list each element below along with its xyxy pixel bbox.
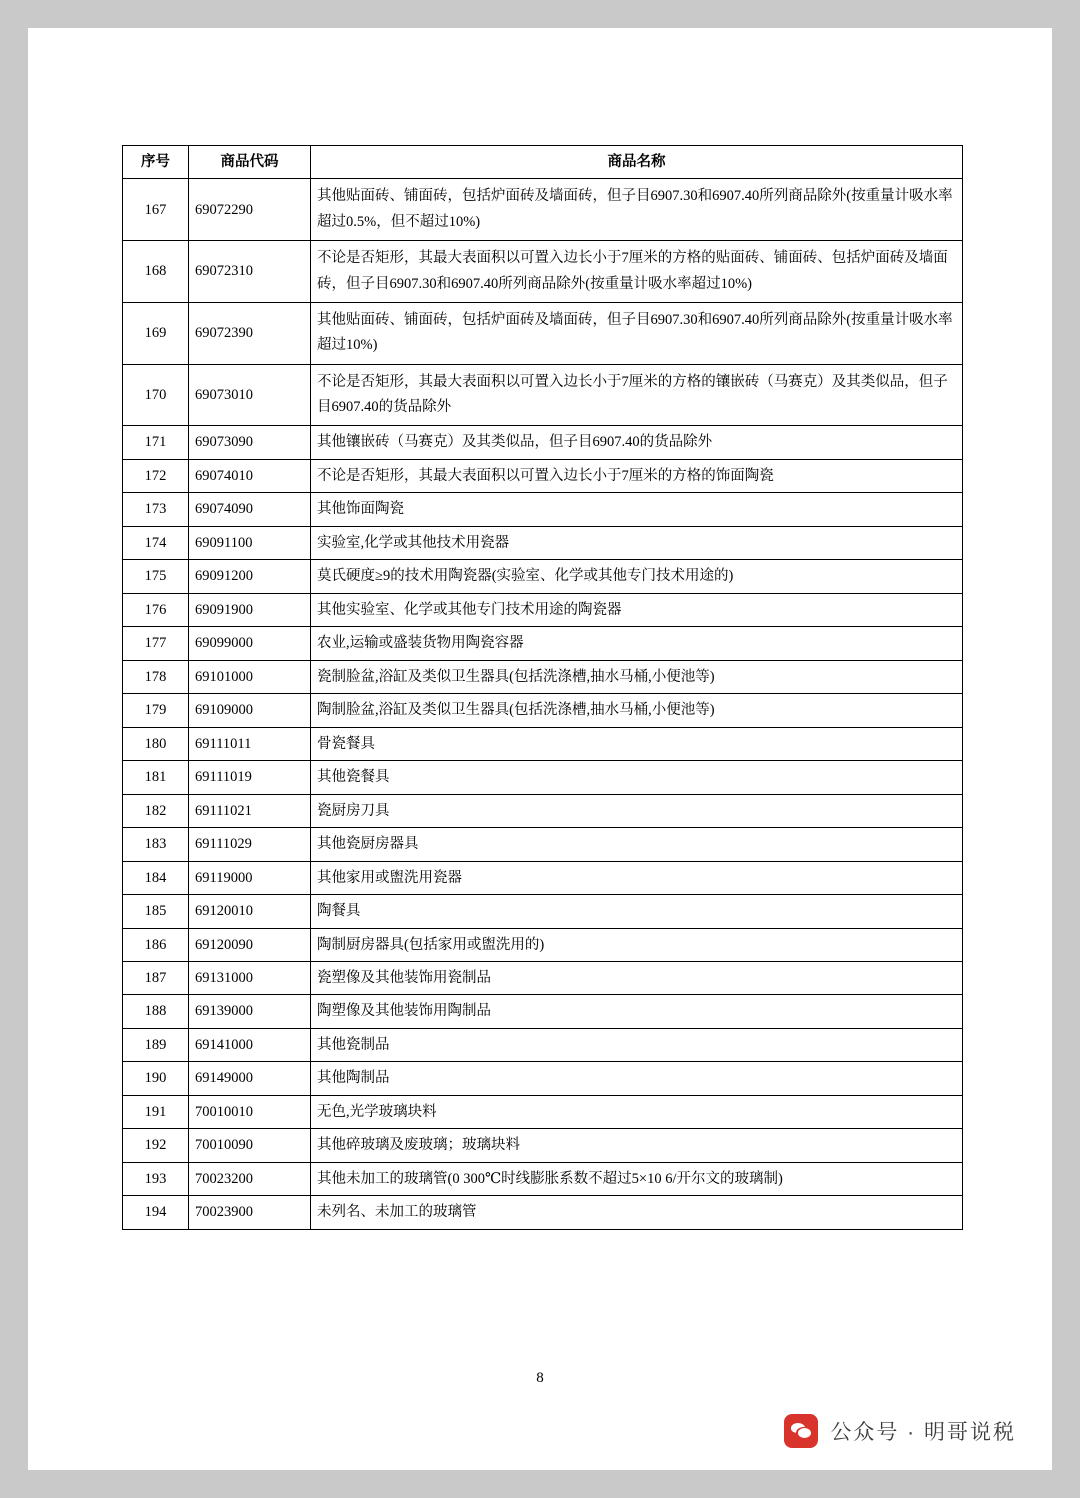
cell-commodity-name: 陶塑像及其他装饰用陶制品 xyxy=(311,995,963,1028)
cell-sequence: 193 xyxy=(123,1162,189,1195)
cell-commodity-code: 69141000 xyxy=(189,1028,311,1061)
cell-sequence: 188 xyxy=(123,995,189,1028)
cell-commodity-code: 69149000 xyxy=(189,1062,311,1095)
table-row xyxy=(123,1028,963,1061)
cell-commodity-name: 其他饰面陶瓷 xyxy=(311,493,963,526)
cell-commodity-name: 其他实验室、化学或其他专门技术用途的陶瓷器 xyxy=(311,593,963,626)
cell-sequence: 168 xyxy=(123,241,189,303)
table-row xyxy=(123,493,963,526)
commodity-code-table xyxy=(122,145,963,1230)
cell-commodity-code: 70010010 xyxy=(189,1095,311,1128)
cell-commodity-code: 69091900 xyxy=(189,593,311,626)
table-row xyxy=(123,179,963,241)
cell-sequence: 177 xyxy=(123,627,189,660)
table-row xyxy=(123,560,963,593)
cell-commodity-name: 农业,运输或盛装货物用陶瓷容器 xyxy=(311,627,963,660)
cell-commodity-name: 瓷塑像及其他装饰用瓷制品 xyxy=(311,961,963,994)
cell-sequence: 184 xyxy=(123,861,189,894)
cell-commodity-code: 69072390 xyxy=(189,302,311,364)
cell-commodity-code: 69119000 xyxy=(189,861,311,894)
cell-commodity-code: 70023900 xyxy=(189,1196,311,1229)
wechat-icon xyxy=(784,1414,818,1448)
cell-commodity-name: 其他未加工的玻璃管(0 300℃时线膨胀系数不超过5×10 6/开尔文的玻璃制) xyxy=(311,1162,963,1195)
cell-sequence: 173 xyxy=(123,493,189,526)
cell-commodity-code: 69074090 xyxy=(189,493,311,526)
cell-sequence: 179 xyxy=(123,694,189,727)
cell-commodity-name: 无色,光学玻璃块料 xyxy=(311,1095,963,1128)
cell-commodity-code: 70010090 xyxy=(189,1129,311,1162)
cell-commodity-code: 69111019 xyxy=(189,761,311,794)
column-header-commodity-name: 商品名称 xyxy=(311,146,963,179)
table-row xyxy=(123,1095,963,1128)
cell-sequence: 189 xyxy=(123,1028,189,1061)
cell-sequence: 192 xyxy=(123,1129,189,1162)
cell-commodity-code: 69131000 xyxy=(189,961,311,994)
cell-commodity-name: 瓷厨房刀具 xyxy=(311,794,963,827)
cell-sequence: 170 xyxy=(123,364,189,426)
cell-commodity-code: 69109000 xyxy=(189,694,311,727)
cell-commodity-name: 其他瓷厨房器具 xyxy=(311,828,963,861)
table-row xyxy=(123,1196,963,1229)
cell-sequence: 190 xyxy=(123,1062,189,1095)
table-row xyxy=(123,660,963,693)
table-header xyxy=(123,146,963,179)
cell-commodity-name: 其他镶嵌砖（马赛克）及其类似品，但子目6907.40的货品除外 xyxy=(311,426,963,459)
cell-sequence: 176 xyxy=(123,593,189,626)
cell-commodity-code: 69120090 xyxy=(189,928,311,961)
cell-sequence: 178 xyxy=(123,660,189,693)
document-page xyxy=(28,28,1052,1470)
cell-commodity-name: 实验室,化学或其他技术用瓷器 xyxy=(311,526,963,559)
cell-commodity-code: 69111011 xyxy=(189,727,311,760)
cell-commodity-code: 69073090 xyxy=(189,426,311,459)
cell-commodity-code: 69091100 xyxy=(189,526,311,559)
cell-sequence: 181 xyxy=(123,761,189,794)
cell-commodity-name: 其他陶制品 xyxy=(311,1062,963,1095)
table-row xyxy=(123,459,963,492)
cell-sequence: 187 xyxy=(123,961,189,994)
table-row xyxy=(123,627,963,660)
table-row xyxy=(123,1062,963,1095)
commodity-table-container xyxy=(122,145,962,1230)
cell-sequence: 186 xyxy=(123,928,189,961)
table-row xyxy=(123,526,963,559)
table-row xyxy=(123,593,963,626)
cell-sequence: 182 xyxy=(123,794,189,827)
cell-sequence: 175 xyxy=(123,560,189,593)
cell-commodity-name: 其他碎玻璃及废玻璃；玻璃块料 xyxy=(311,1129,963,1162)
cell-sequence: 171 xyxy=(123,426,189,459)
cell-commodity-code: 69072290 xyxy=(189,179,311,241)
page-number: 8 xyxy=(536,1370,544,1386)
cell-commodity-name: 陶制脸盆,浴缸及类似卫生器具(包括洗涤槽,抽水马桶,小便池等) xyxy=(311,694,963,727)
table-row xyxy=(123,828,963,861)
cell-commodity-code: 69111029 xyxy=(189,828,311,861)
footer-brand xyxy=(784,1414,1016,1448)
table-row xyxy=(123,241,963,303)
cell-commodity-name: 不论是否矩形，其最大表面积以可置入边长小于7厘米的方格的贴面砖、铺面砖、包括炉面砖及墙面砖，但子目6907.30和6907.40所列商品除外(按重量计吸水率超过10%) xyxy=(311,241,963,303)
cell-sequence: 191 xyxy=(123,1095,189,1128)
cell-commodity-name: 不论是否矩形，其最大表面积以可置入边长小于7厘米的方格的饰面陶瓷 xyxy=(311,459,963,492)
cell-commodity-code: 69073010 xyxy=(189,364,311,426)
table-row xyxy=(123,928,963,961)
cell-sequence: 172 xyxy=(123,459,189,492)
table-row xyxy=(123,302,963,364)
table-row xyxy=(123,794,963,827)
cell-commodity-name: 陶餐具 xyxy=(311,895,963,928)
table-row xyxy=(123,1162,963,1195)
table-row xyxy=(123,727,963,760)
table-row xyxy=(123,961,963,994)
table-row xyxy=(123,761,963,794)
cell-commodity-name: 其他瓷餐具 xyxy=(311,761,963,794)
table-row xyxy=(123,895,963,928)
table-body xyxy=(123,179,963,1229)
cell-sequence: 169 xyxy=(123,302,189,364)
cell-commodity-name: 其他贴面砖、铺面砖，包括炉面砖及墙面砖，但子目6907.30和6907.40所列商品除外(按重量计吸水率超过10%) xyxy=(311,302,963,364)
column-header-commodity-code: 商品代码 xyxy=(189,146,311,179)
cell-commodity-code: 69111021 xyxy=(189,794,311,827)
cell-commodity-name: 未列名、未加工的玻璃管 xyxy=(311,1196,963,1229)
cell-sequence: 180 xyxy=(123,727,189,760)
table-row xyxy=(123,995,963,1028)
cell-commodity-name: 其他家用或盥洗用瓷器 xyxy=(311,861,963,894)
table-row xyxy=(123,426,963,459)
cell-commodity-code: 69074010 xyxy=(189,459,311,492)
cell-commodity-code: 69139000 xyxy=(189,995,311,1028)
table-row xyxy=(123,1129,963,1162)
cell-commodity-name: 不论是否矩形，其最大表面积以可置入边长小于7厘米的方格的镶嵌砖（马赛克）及其类似品，但子目6907.40的货品除外 xyxy=(311,364,963,426)
footer-brand-label: 公众号 · 明哥说税 xyxy=(830,1421,1016,1444)
cell-commodity-name: 骨瓷餐具 xyxy=(311,727,963,760)
table-header-row xyxy=(123,146,963,179)
cell-commodity-code: 69120010 xyxy=(189,895,311,928)
cell-commodity-name: 其他瓷制品 xyxy=(311,1028,963,1061)
cell-commodity-code: 69072310 xyxy=(189,241,311,303)
cell-sequence: 183 xyxy=(123,828,189,861)
table-row xyxy=(123,364,963,426)
table-row xyxy=(123,861,963,894)
cell-sequence: 185 xyxy=(123,895,189,928)
cell-commodity-code: 69101000 xyxy=(189,660,311,693)
cell-commodity-code: 70023200 xyxy=(189,1162,311,1195)
cell-sequence: 167 xyxy=(123,179,189,241)
cell-sequence: 194 xyxy=(123,1196,189,1229)
cell-commodity-code: 69099000 xyxy=(189,627,311,660)
cell-commodity-name: 瓷制脸盆,浴缸及类似卫生器具(包括洗涤槽,抽水马桶,小便池等) xyxy=(311,660,963,693)
cell-commodity-name: 莫氏硬度≥9的技术用陶瓷器(实验室、化学或其他专门技术用途的) xyxy=(311,560,963,593)
column-header-sequence: 序号 xyxy=(123,146,189,179)
table-row xyxy=(123,694,963,727)
cell-sequence: 174 xyxy=(123,526,189,559)
cell-commodity-code: 69091200 xyxy=(189,560,311,593)
cell-commodity-name: 其他贴面砖、铺面砖，包括炉面砖及墙面砖，但子目6907.30和6907.40所列商品除外(按重量计吸水率超过0.5%，但不超过10%) xyxy=(311,179,963,241)
cell-commodity-name: 陶制厨房器具(包括家用或盥洗用的) xyxy=(311,928,963,961)
